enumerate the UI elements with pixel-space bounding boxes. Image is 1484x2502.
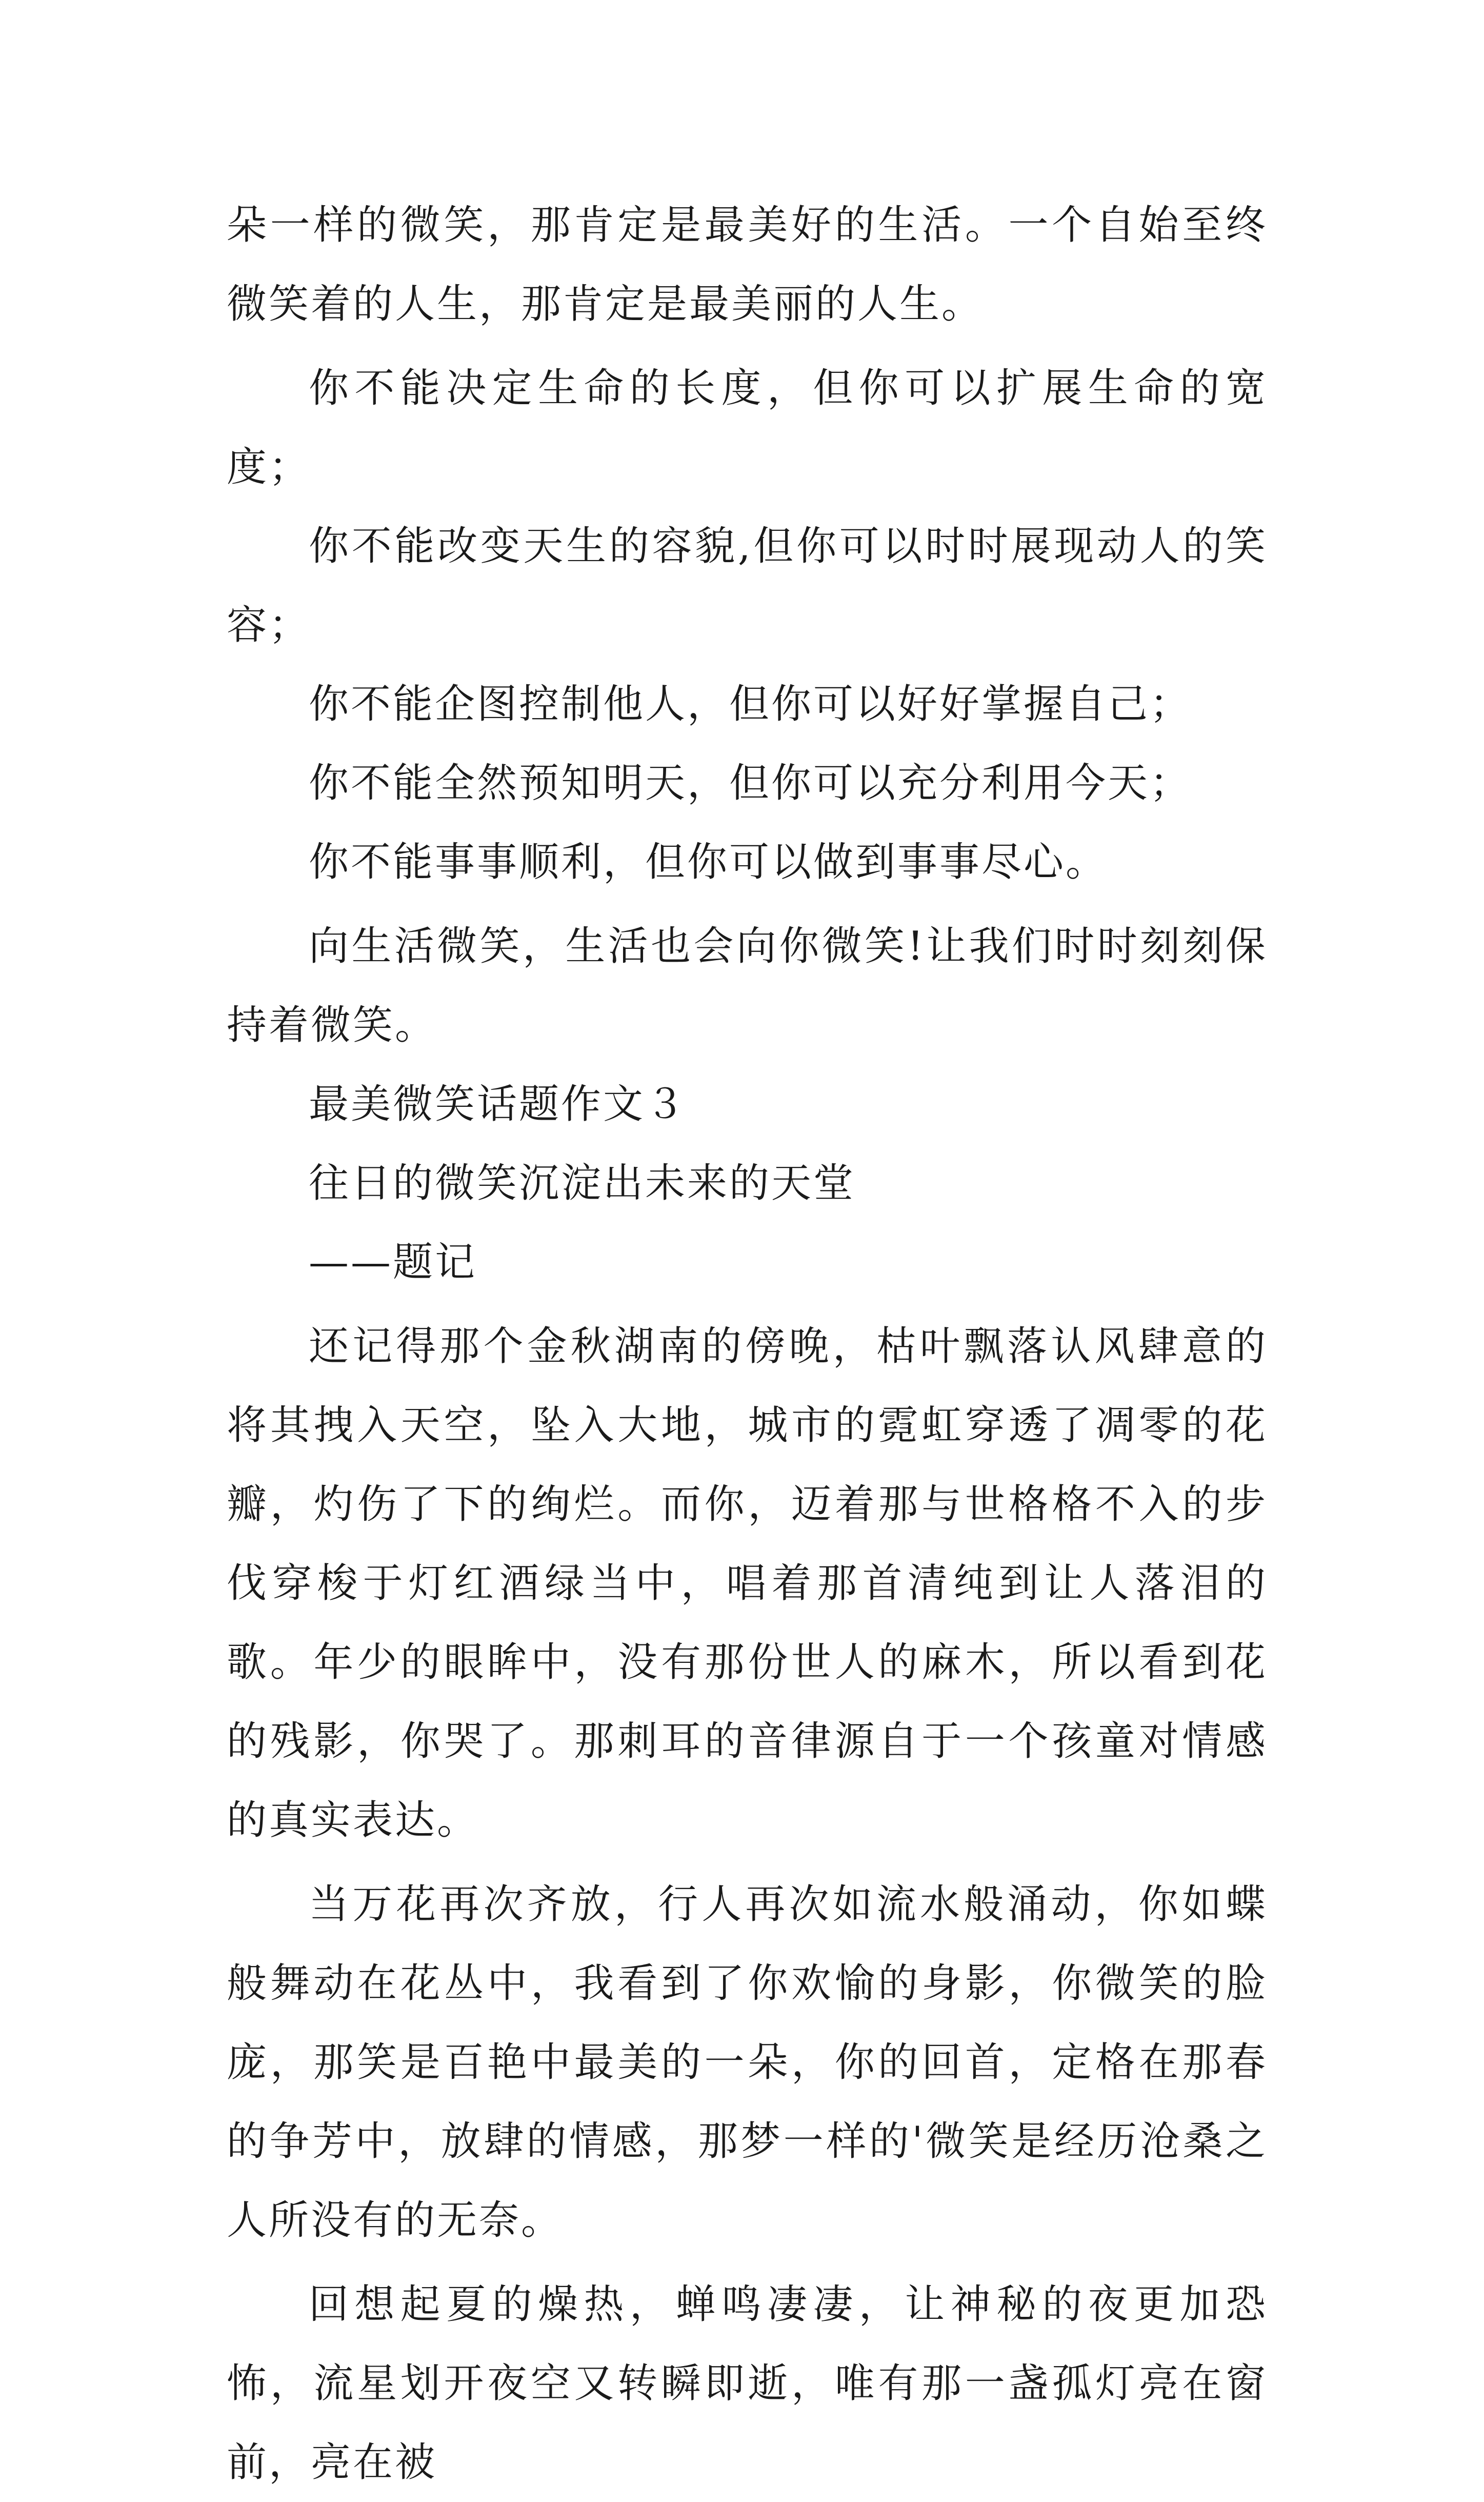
paragraph: 你不能全然预知明天，但你可以充分利用今天； <box>309 760 1192 806</box>
document-body <box>227 186 1268 2502</box>
paragraph: 你不能决定生命的长度，但你可以扩展生命的宽度； <box>227 365 1268 490</box>
essay-subtitle: 往日的微笑沉淀出未来的天堂 <box>309 1160 856 1206</box>
paragraph: 当万花再次齐放，行人再次如流水般涌动，你如蝶般舞动在花丛中，我看到了你欢愉的身影，你微笑的脸庞，那笑是百艳中最美的一朵，你的回首，定格在那春的争芳中，放肆的情感，那梦一样的'微笑是经历沧桑之人所没有的无奈。 <box>227 1881 1268 2243</box>
paragraph: 回想起夏的燥热，蝉鸣凄凄，让神秘的夜更加恐怖，流星划开夜空又转瞬即逝，唯有那一盏孤灯亮在窗前，亮在被 <box>227 2281 1268 2486</box>
paragraph: 朵一样的微笑，那肯定是最美好的生活。一个自始至终微笑着的人生，那肯定是最美丽的人生。 <box>227 202 1268 327</box>
paragraph: 向生活微笑，生活也会向你微笑!让我们时时刻刻保持着微笑。 <box>227 923 1268 1048</box>
epigraph-attribution: ——题记 <box>309 1239 477 1285</box>
paragraph: 你不能事事顺利，但你可以做到事事尽心。 <box>309 839 1108 885</box>
paragraph: 你不能企图控制他人，但你可以好好掌握自己； <box>309 681 1192 727</box>
paragraph: 还记得那个金秋湖南的傍晚，枯叶飘落认风肆意的将其拽入天空，坠入大地，城市的霓虹穿透了凋零的花瓣，灼伤了下的绚烂。而你，迈着那与世格格不入的步伐穿梭于灯红酒绿当中，唱着那首清纯到让人落泪的歌。年少的眼眸中，没有那份世人的麻木，所以看到花的残影，你哭了。那刺耳的音律源自于一个孩童对情感的真实表达。 <box>227 1323 1268 1843</box>
paragraph: 你不能改变天生的容貌,但你可以时时展现动人的笑容； <box>227 523 1268 648</box>
section-title: 最美微笑话题作文３ <box>309 1081 688 1127</box>
